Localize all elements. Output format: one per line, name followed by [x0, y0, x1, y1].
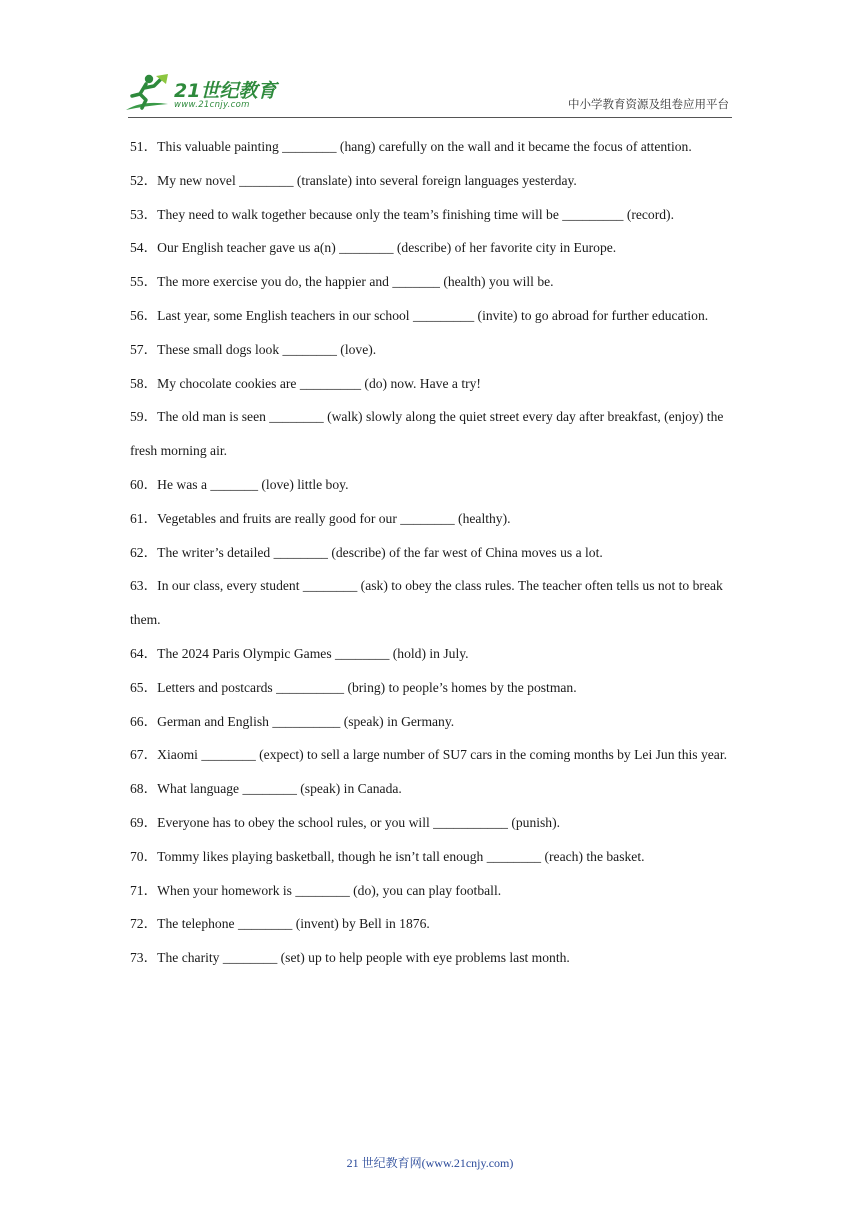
question-52: 52．My new novel ________ (translate) into several foreign languages yesterday. — [130, 172, 577, 188]
question-53: 53．They need to walk together because only the team’s finishing time will be _________ (record). — [130, 206, 674, 222]
question-57: 57．These small dogs look ________ (love). — [130, 341, 377, 357]
question-59: 59．The old man is seen ________ (walk) slowly along the quiet street every day after breakfast, (enjoy) the fresh morning air. — [130, 409, 724, 459]
question-54: 54．Our English teacher gave us a(n) ________ (describe) of her favorite city in Europe. — [130, 240, 617, 256]
question-71: 71．When your homework is ________ (do), you can play football. — [130, 882, 502, 898]
runner-logo-icon — [122, 70, 174, 114]
question-73: 73．The charity ________ (set) up to help people with eye problems last month. — [130, 950, 570, 966]
header-platform-title: 中小学教育资源及组卷应用平台 — [568, 97, 729, 111]
logo — [122, 70, 292, 114]
logo-text: 21世纪教育 — [174, 80, 277, 102]
question-62: 62．The writer’s detailed ________ (describe) of the far west of China moves us a lot. — [130, 544, 603, 560]
question-68: 68．What language ________ (speak) in Canada. — [130, 781, 402, 797]
question-72: 72．The telephone ________ (invent) by Bell in 1876. — [130, 916, 430, 932]
question-66: 66．German and English __________ (speak) in Germany. — [130, 713, 455, 729]
question-51: 51．This valuable painting ________ (hang) carefully on the wall and it became the focus of attention. — [130, 139, 692, 154]
question-61: 61．Vegetables and fruits are really good for our ________ (healthy). — [130, 510, 511, 526]
question-60: 60．He was a _______ (love) little boy. — [130, 476, 349, 492]
question-65: 65．Letters and postcards __________ (bring) to people’s homes by the postman. — [130, 679, 577, 695]
question-70: 70．Tommy likes playing basketball, though he isn’t tall enough ________ (reach) the basket. — [130, 848, 645, 864]
question-69: 69．Everyone has to obey the school rules, or you will ___________ (punish). — [130, 814, 561, 830]
question-63: 63．In our class, every student ________ (ask) to obey the class rules. The teacher often tells us not to break them. — [130, 578, 723, 628]
page-header — [0, 0, 860, 120]
question-55: 55．The more exercise you do, the happier and _______ (health) you will be. — [130, 274, 554, 290]
question-58: 58．My chocolate cookies are _________ (do) now. Have a try! — [130, 375, 481, 391]
header-divider — [128, 117, 732, 118]
question-list — [130, 130, 732, 975]
logo-url: www.21cnjy.com — [174, 100, 250, 110]
question-67: 67．Xiaomi ________ (expect) to sell a large number of SU7 cars in the coming months by Lei Jun this year. — [130, 747, 728, 763]
question-64: 64．The 2024 Paris Olympic Games ________ (hold) in July. — [130, 645, 469, 661]
question-56: 56．Last year, some English teachers in our school _________ (invite) to go abroad for further education. — [130, 307, 709, 323]
page-footer: 21 世纪教育网(www.21cnjy.com) — [346, 1156, 514, 1170]
